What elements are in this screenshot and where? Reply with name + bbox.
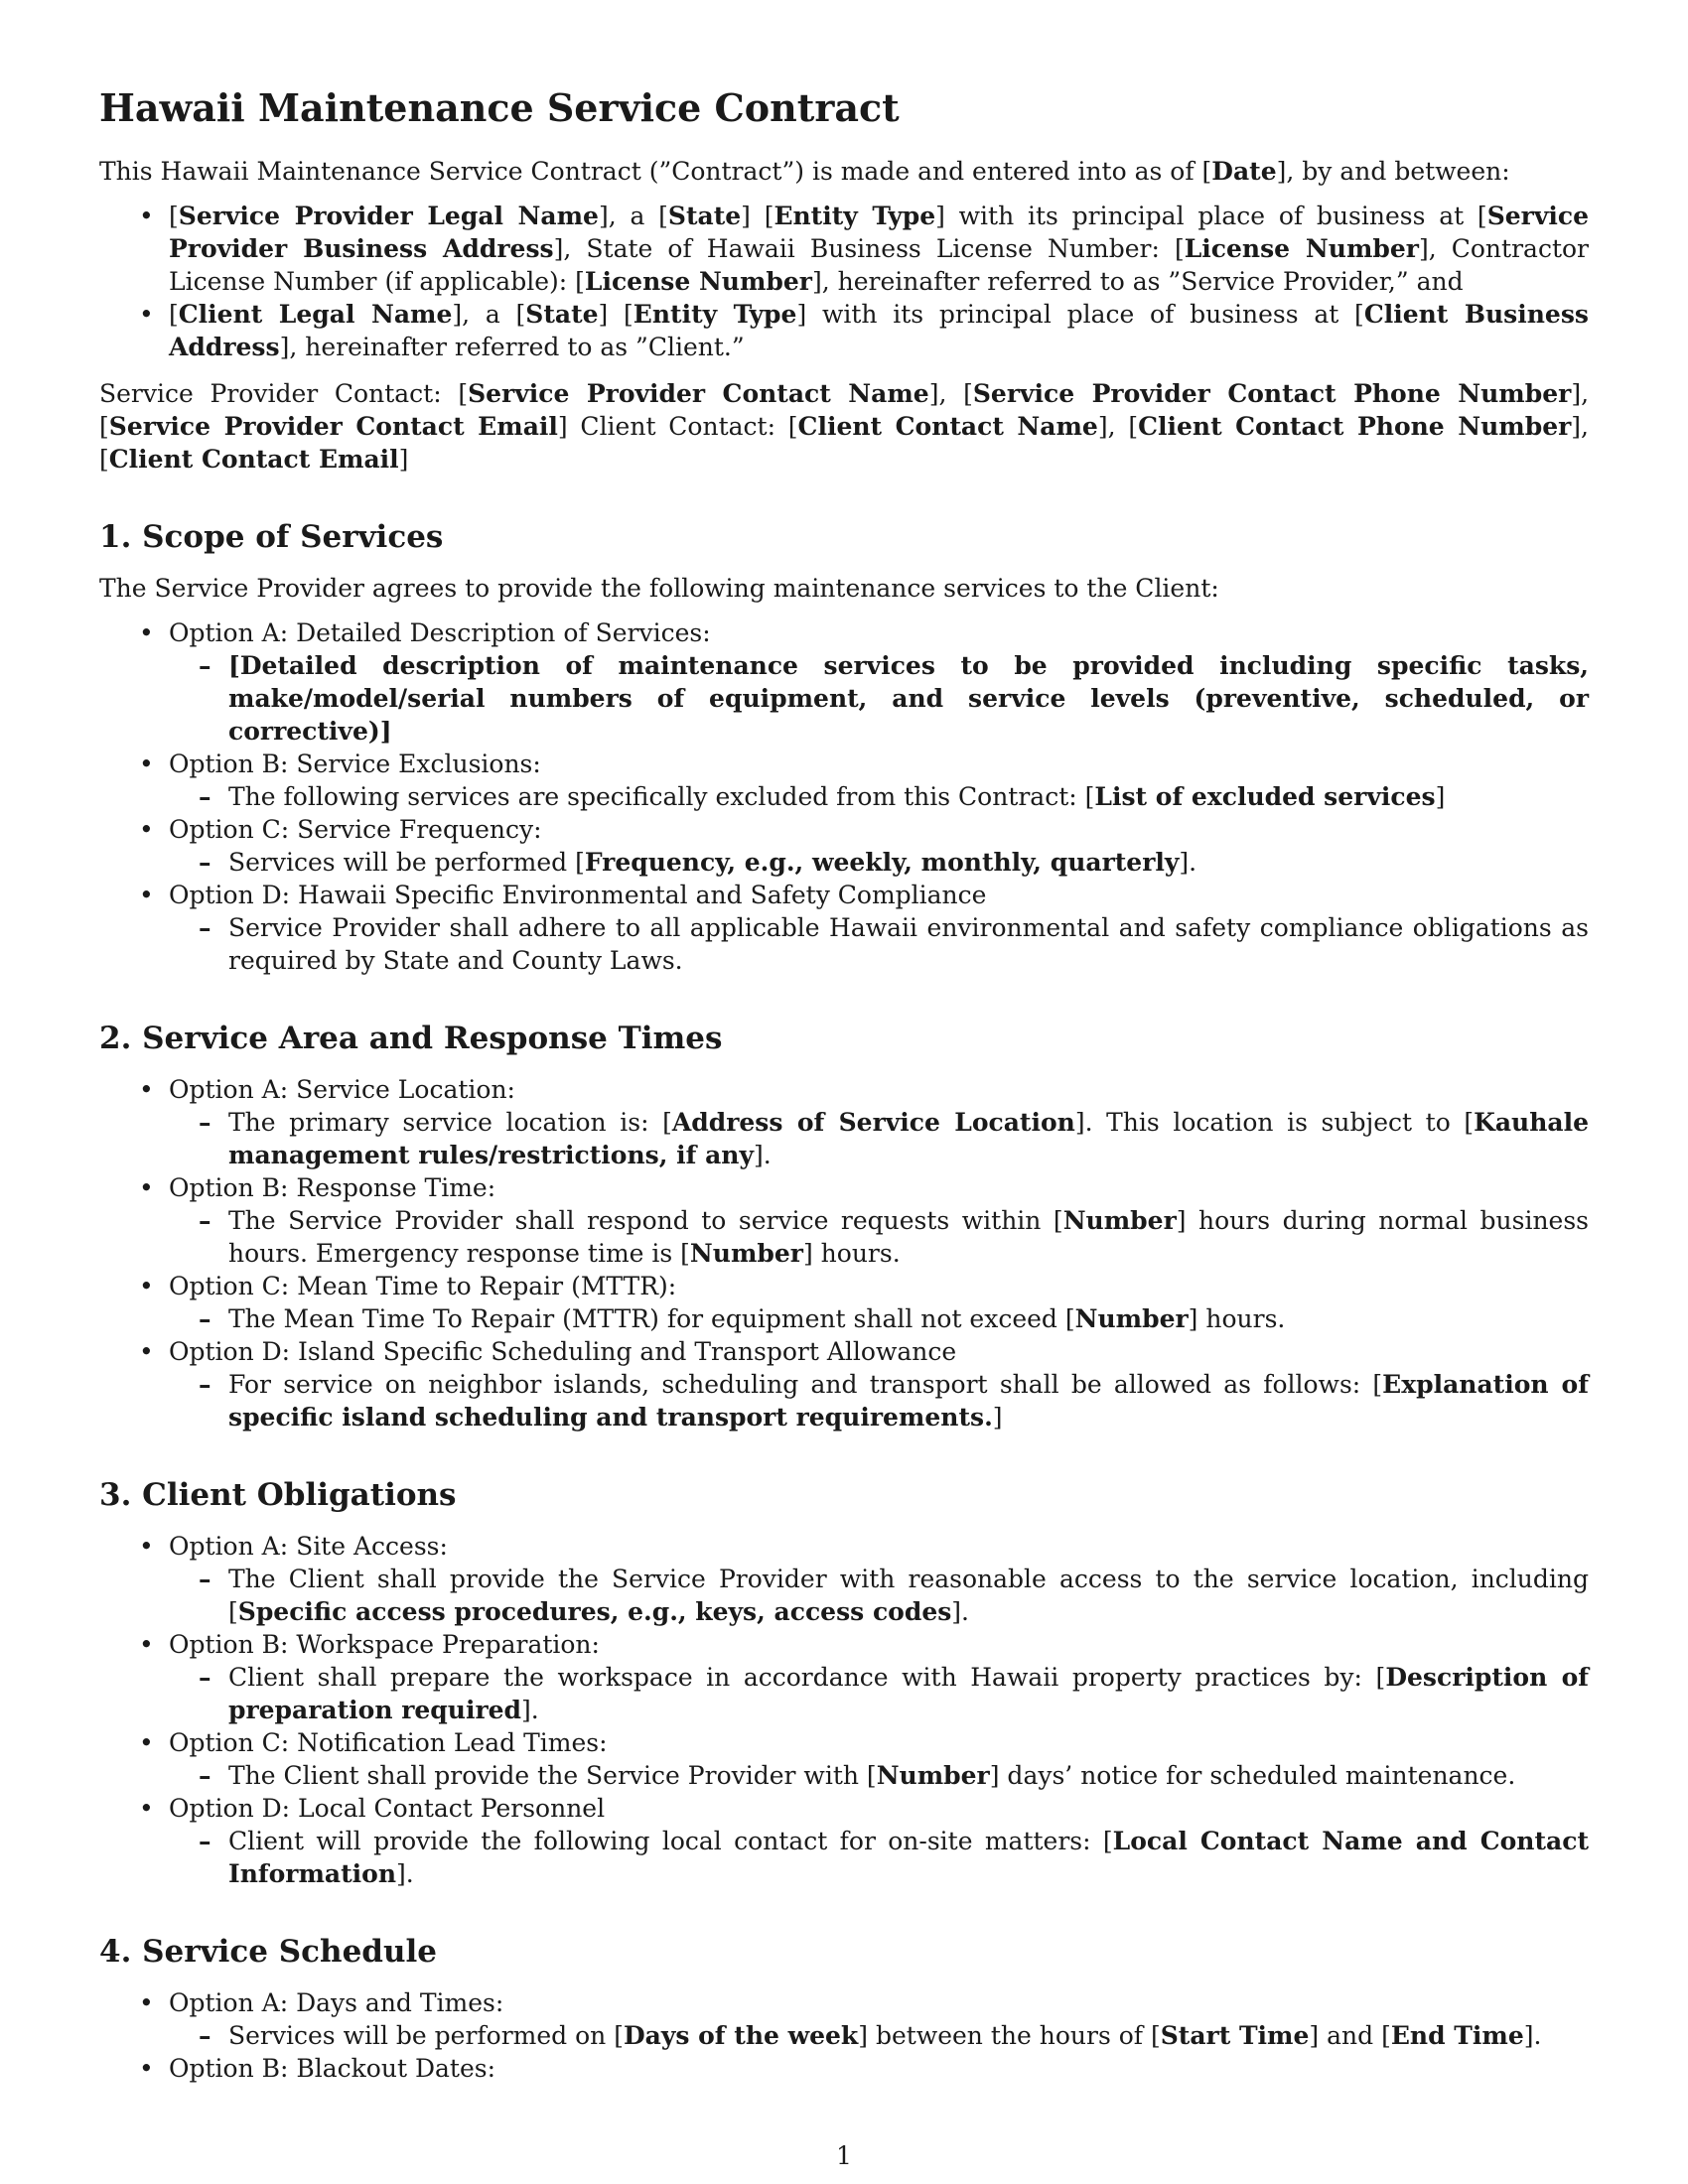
option-item (99, 1986, 1589, 2052)
detail-text: ] between the hours of [ (858, 2021, 1161, 2051)
party-service-provider (99, 200, 1589, 298)
option-label: Option A: Detailed Description of Services: (169, 617, 711, 647)
placeholder-days-of-week: Days of the week (623, 2021, 859, 2051)
detail-text: ] (992, 1402, 1003, 1432)
detail-text: Services will be performed [ (228, 847, 585, 877)
party-text: ], a [ (452, 299, 526, 329)
detail-text: The Service Provider shall respond to service requests within [ (228, 1205, 1063, 1235)
detail-text: ]. (1179, 847, 1197, 877)
option-detail (169, 1759, 1589, 1792)
placeholder-client-contact-phone: Client Contact Phone Number (1138, 411, 1572, 441)
placeholder-emergency-hours: Number (689, 1238, 803, 1268)
option-label: Option C: Notification Lead Times: (169, 1728, 608, 1758)
detail-text: ] hours. (802, 1238, 901, 1268)
option-detail (169, 1661, 1589, 1726)
detail-text: ]. (753, 1140, 772, 1169)
service-schedule-list (99, 1986, 1589, 2085)
option-label: Option B: Service Exclusions: (169, 749, 541, 778)
intro-text: This Hawaii Maintenance Service Contract (”Contract”) is made and entered into as of [ (99, 156, 1212, 186)
option-detail (169, 780, 1589, 813)
contacts-text: ], [ (99, 411, 1589, 474)
parties-list (99, 200, 1589, 363)
placeholder-end-time: End Time (1390, 2021, 1524, 2051)
placeholder-license-number: License Number (1184, 233, 1419, 263)
placeholder-access-procedures: Specific access procedures, e.g., keys, access codes (237, 1597, 952, 1627)
option-item (99, 813, 1589, 879)
placeholder-client-state: State (525, 299, 599, 329)
placeholder-frequency: Frequency, e.g., weekly, monthly, quarterly (584, 847, 1180, 877)
contacts-text: ], [ (928, 378, 973, 408)
party-client (99, 298, 1589, 363)
placeholder-provider-state: State (667, 201, 742, 230)
intro-paragraph (99, 155, 1589, 188)
placeholder-notice-days: Number (876, 1761, 990, 1791)
option-item (99, 1171, 1589, 1270)
option-label: Option B: Blackout Dates: (169, 2054, 495, 2084)
bracket: [ (169, 201, 179, 230)
section-heading-service-schedule: 4. Service Schedule (99, 1934, 438, 1971)
party-text: ], a [ (598, 201, 668, 230)
option-item (99, 1270, 1589, 1335)
section-heading-scope: 1. Scope of Services (99, 518, 444, 555)
option-detail (169, 1368, 1589, 1433)
option-label: Option B: Workspace Preparation: (169, 1630, 600, 1660)
party-text: ], State of Hawaii Business License Number: [ (553, 233, 1185, 263)
detail-text: The following services are specifically excluded from this Contract: [ (228, 781, 1095, 811)
contacts-text: ] (398, 444, 409, 474)
detail-text: ]. This location is subject to [ (1074, 1107, 1475, 1137)
bracket: [ (169, 299, 179, 329)
option-label: Option D: Island Specific Scheduling and Transport Allowance (169, 1336, 957, 1366)
option-item (99, 2052, 1589, 2085)
party-text: ], hereinafter referred to as ”Client.” (279, 332, 745, 361)
bracket: ] (379, 716, 392, 746)
page-number: 1 (836, 2141, 852, 2170)
placeholder-date: Date (1211, 156, 1277, 186)
placeholder-sp-contact-phone: Service Provider Contact Phone Number (972, 378, 1572, 408)
contacts-text: ], [ (1097, 411, 1139, 441)
option-label: Option D: Local Contact Personnel (169, 1794, 606, 1824)
placeholder-start-time: Start Time (1160, 2021, 1310, 2051)
detail-text: For service on neighbor islands, scheduling and transport shall be allowed as follows: [ (228, 1369, 1383, 1399)
placeholder-client-legal-name: Client Legal Name (178, 299, 453, 329)
option-detail (169, 2019, 1589, 2052)
detail-text: ]. (521, 1696, 539, 1725)
detail-text: ] hours during normal business hours. Emergency response time is [ (228, 1205, 1589, 1268)
option-item (99, 879, 1589, 977)
contacts-text: Service Provider Contact: [ (99, 378, 469, 408)
placeholder-excluded-services: List of excluded services (1094, 781, 1436, 811)
option-detail (169, 649, 1589, 748)
option-label: Option C: Mean Time to Repair (MTTR): (169, 1271, 677, 1300)
option-label: Option D: Hawaii Specific Environmental and Safety Compliance (169, 880, 987, 909)
option-label: Option B: Response Time: (169, 1172, 496, 1202)
party-text: ] [ (598, 299, 633, 329)
intro-text: ], by and between: (1276, 156, 1510, 186)
placeholder-sp-contact-email: Service Provider Contact Email (108, 411, 558, 441)
placeholder-services-description: Detailed description of maintenance services to be provided including specific tasks, make/model/serial numbers of equipment, and service levels (preventive, scheduled, or corrective) (228, 650, 1589, 746)
document-title: Hawaii Maintenance Service Contract (99, 85, 900, 130)
placeholder-client-contact-name: Client Contact Name (797, 411, 1098, 441)
client-obligations-list (99, 1530, 1589, 1890)
placeholder-response-hours: Number (1062, 1205, 1177, 1235)
placeholder-mttr-hours: Number (1074, 1303, 1189, 1333)
placeholder-service-location: Address of Service Location (671, 1107, 1075, 1137)
option-label: Option C: Service Frequency: (169, 814, 542, 844)
placeholder-local-contact: Local Contact Name and Contact Information (228, 1827, 1589, 1889)
option-item (99, 1073, 1589, 1171)
detail-text: The Client shall provide the Service Provider with [ (228, 1761, 877, 1791)
contacts-text: ] Client Contact: [ (557, 411, 798, 441)
service-area-options-list (99, 1073, 1589, 1433)
placeholder-contractor-license-number: License Number (584, 266, 812, 296)
placeholder-preparation: Description of preparation required (228, 1663, 1589, 1725)
section-intro: The Service Provider agrees to provide the following maintenance services to the Client: (99, 573, 1219, 603)
detail-text: The primary service location is: [ (228, 1107, 672, 1137)
option-item (99, 748, 1589, 813)
option-item (99, 1628, 1589, 1726)
party-text: ] [ (741, 201, 774, 230)
party-text: ], Contractor License Number (if applicable): [ (169, 233, 1589, 296)
detail-text: The Client shall provide the Service Provider with reasonable access to the service location, including [ (228, 1565, 1589, 1627)
option-detail (169, 1204, 1589, 1270)
detail-text: Client will provide the following local contact for on-site matters: [ (228, 1827, 1113, 1856)
party-text: ], hereinafter referred to as ”Service Provider,” and (811, 266, 1464, 296)
option-detail (169, 1825, 1589, 1890)
detail-text: Services will be performed on [ (228, 2021, 624, 2051)
option-detail (169, 1106, 1589, 1171)
placeholder-provider-entity-type: Entity Type (774, 201, 936, 230)
detail-text: Service Provider shall adhere to all applicable Hawaii environmental and safety compliance obligations as required by State and County Laws. (228, 912, 1589, 975)
option-item (99, 1530, 1589, 1628)
detail-text: ]. (951, 1597, 969, 1627)
detail-text: The Mean Time To Repair (MTTR) for equipment shall not exceed [ (228, 1303, 1075, 1333)
detail-text: ] hours. (1188, 1303, 1286, 1333)
detail-text: Client shall prepare the workspace in accordance with Hawaii property practices by: [ (228, 1663, 1386, 1693)
detail-text: ] and [ (1309, 2021, 1391, 2051)
option-item (99, 1726, 1589, 1792)
detail-text: ]. (396, 1859, 414, 1889)
party-text: ] with its principal place of business at [ (796, 299, 1364, 329)
option-detail (169, 911, 1589, 977)
placeholder-island-scheduling: Explanation of specific island scheduling and transport requirements. (228, 1369, 1589, 1432)
option-detail (169, 1563, 1589, 1628)
option-label: Option A: Service Location: (169, 1074, 515, 1104)
bracket: [ (228, 650, 240, 680)
option-detail (169, 1302, 1589, 1335)
option-item (99, 1335, 1589, 1433)
section-heading-service-area: 2. Service Area and Response Times (99, 1020, 723, 1056)
placeholder-kauhale-rules: Kauhale management rules/restrictions, if any (228, 1107, 1589, 1169)
placeholder-provider-legal-name: Service Provider Legal Name (178, 201, 599, 230)
placeholder-sp-contact-name: Service Provider Contact Name (468, 378, 929, 408)
document-page (99, 85, 1589, 2085)
contacts-paragraph (99, 377, 1589, 476)
party-text: ] with its principal place of business at [ (935, 201, 1487, 230)
option-label: Option A: Days and Times: (169, 1988, 504, 2018)
contacts-text: ], [ (99, 378, 1590, 441)
scope-options-list (99, 616, 1589, 977)
placeholder-client-address: Client Business Address (169, 299, 1589, 361)
detail-text: ] (1435, 781, 1446, 811)
section-heading-client-obligations: 3. Client Obligations (99, 1476, 457, 1513)
option-label: Option A: Site Access: (169, 1532, 448, 1562)
detail-text: ] days’ notice for scheduled maintenance. (989, 1761, 1516, 1791)
option-detail (169, 846, 1589, 879)
placeholder-client-entity-type: Entity Type (633, 299, 797, 329)
option-item (99, 1792, 1589, 1890)
detail-text: ]. (1523, 2021, 1542, 2051)
option-item (99, 616, 1589, 748)
placeholder-provider-address: Service Provider Business Address (169, 201, 1589, 263)
placeholder-client-contact-email: Client Contact Email (108, 444, 399, 474)
